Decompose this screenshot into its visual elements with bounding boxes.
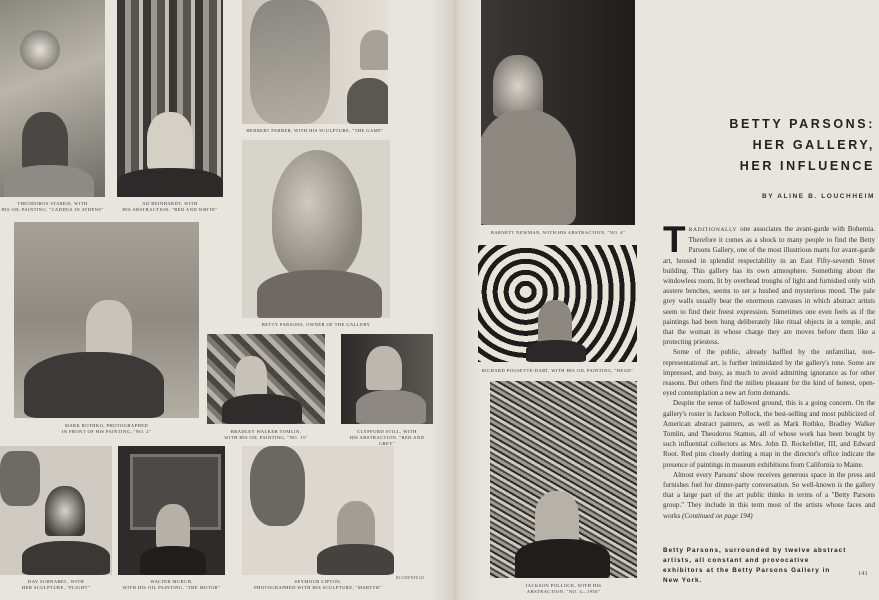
caption-lipton: SEYMOUR LIPTON, PHOTOGRAPHED WITH HIS SCULPTURE, "MARTYR" [254, 579, 382, 590]
photo-still [341, 334, 433, 424]
drop-cap: T [663, 219, 686, 260]
caption-stamos: THEODOROS STAMOS, WITH HIS OIL PAINTING, "CADDUS IN ATHENS" [1, 201, 104, 212]
caption-pousette-dart: RICHARD POUSETTE-DART, WITH HIS OIL PAINTING, "HEAD" [481, 368, 634, 373]
caption-schnabel: DAY SCHNABEL, WITH HER SCULPTURE, "FLIGHT" [21, 579, 91, 590]
caption-tomlin: BRADLEY WALKER TOMLIN, WITH HIS OIL PAINTING, "NO. 15" [224, 429, 308, 440]
photo-stamos [0, 0, 105, 197]
continued-note: (Continued on page 194) [682, 511, 753, 520]
summary-caption: Betty Parsons, surrounded by twelve abstract artists, all constant and provocative exhibitors at the Betty Parsons Gallery in New York. [663, 547, 847, 584]
photo-ferber [242, 0, 388, 124]
photo-murch [118, 446, 225, 575]
photo-betty-parsons [242, 140, 390, 318]
byline: BY ALINE B. LOUCHHEIM [761, 193, 875, 200]
article-title: BETTY PARSONS: HER GALLERY, HER INFLUENCE [729, 117, 875, 173]
photo-newman [481, 0, 635, 225]
photo-lipton [242, 446, 394, 575]
photo-reinhardt [117, 0, 223, 197]
paragraph: TRADITIONALLY one associates the avant-garde with Bohemia. Therefore it comes as a shock to many people to find the Betty Parsons Gallery, one of the most illustrious marts for avant-garde art, housed in splendid respectability in an East Fifty-seventh Street building. This gallery has its own atmosphere. Something about the windowless room, lit by overhead troughs of light and furnished only with austere benches, seems to set a hushed and mysterious mood. The pale grey walls usually bear the enormous canvases in which abstract artists seem to find their freest expression. Sometimes one even feels as if the paintings had been hung deliberately like ritual objects in a temple, and that the woman in whose charge they are moves before them like a protecting priestess. [663, 219, 875, 347]
photo-pousette-dart [478, 245, 637, 362]
caption-pollock: JACKSON POLLOCK, WITH HIS ABSTRACTION, "NO. 4—1950" [525, 583, 602, 594]
paragraph: Almost every Parsons' show receives generous space in the press and furnishes fuel for dinner-party conversation. So well-known is the gallery that a large part of the art public thinks in terms of a "Betty Parsons group." They include in this term most of the artists whose faces and works (Continued on page 194) [663, 470, 875, 520]
caption-parsons: BETTY PARSONS, OWNER OF THE GALLERY [261, 322, 371, 327]
caption-murch: WALTER MURCH, WITH HIS OIL PAINTING, "THE MOTOR" [122, 579, 221, 590]
caption-rothko: MARK ROTHKO, PHOTOGRAPHED IN FRONT OF HIS PAINTING, "NO. 2" [61, 423, 152, 434]
caption-ferber: HERBERT FERBER, WITH HIS SCULPTURE, "THE GAME" [246, 128, 384, 133]
page-number: 141 [858, 570, 868, 577]
photo-rothko [14, 222, 199, 418]
article-body [663, 219, 875, 521]
photo-schnabel [0, 446, 112, 575]
caption-newman: BARNETT NEWMAN, WITH HIS ABSTRACTION, "NO. 4" [490, 230, 626, 235]
caption-still: CLYFFORD STILL, WITH HIS ABSTRACTION, "RED AND GREY" [349, 429, 425, 446]
page-spine [430, 0, 480, 600]
photo-credit: BLUMENFELD [396, 576, 425, 580]
photo-pollock [490, 381, 637, 578]
paragraph: Some of the public, already baffled by the unfamiliar, non-representational art, is further intimidated by the gallery's tone. Some are impressed, and busy, as much to avoid admitting ignorance as for other reasons. But others find the milieu pleasant for the kind of honest, open-eyed contemplation a new art form demands. [663, 348, 875, 398]
caption-reinhardt: AD REINHARDT, WITH HIS ABSTRACTION, "RED AND WHITE" [122, 201, 218, 212]
photo-tomlin [207, 334, 325, 424]
paragraph: Despite the sense of hallowed ground, this is a going concern. On the gallery's roster is Jackson Pollock, the best-selling and most publicized of American abstract painters, as well as Mark Rothko, Bradley Walker Tomlin, and Theodoros Stamos, all of whose work has been bought by such influential collectors as Mrs. John D. Rockefeller, III, and Edward Root. Red pins closely dotting a map in the director's office indicate the presence of paintings in museum exhibitions from California to Maine. [663, 399, 875, 469]
